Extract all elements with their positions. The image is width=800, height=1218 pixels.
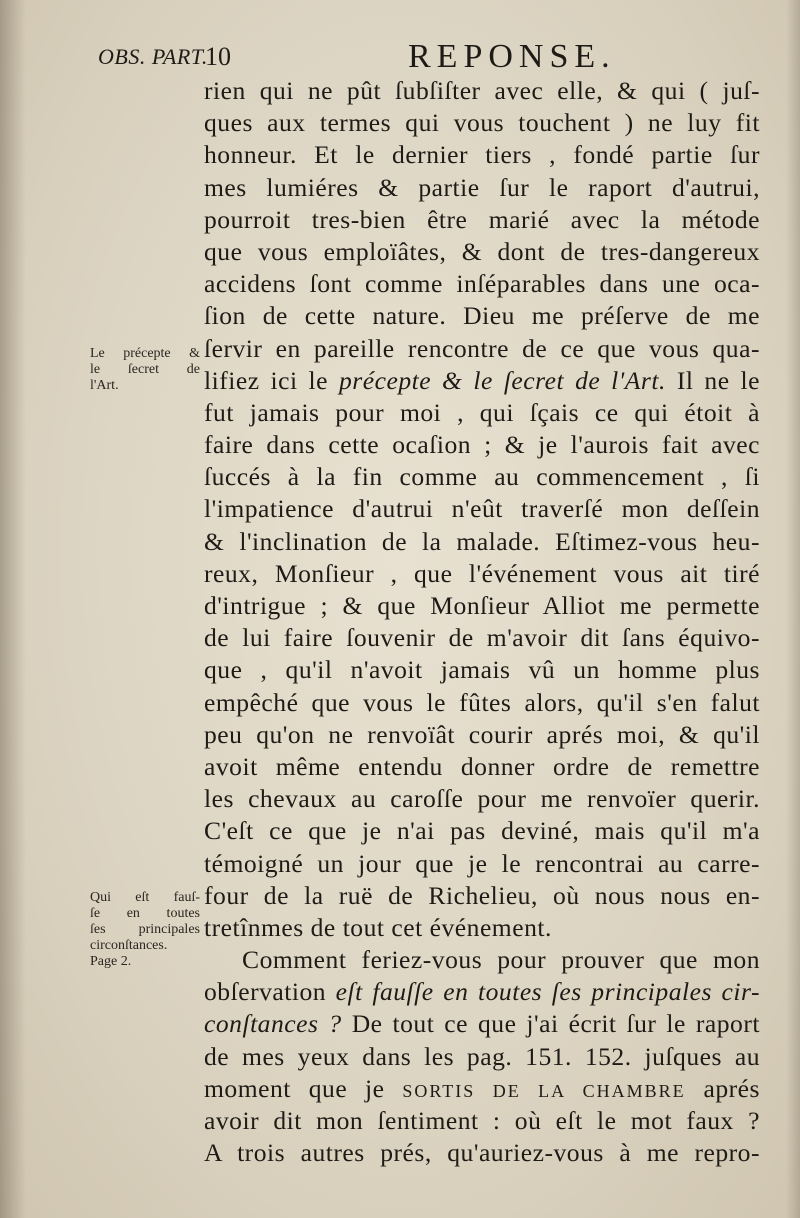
text-run: moment que je xyxy=(204,1073,403,1103)
text-line: de mes yeux dans les pag. 151. 152. juſques au xyxy=(204,1041,760,1071)
text-line: témoigné un jour que je le rencontrai au carre- xyxy=(204,848,760,878)
italic-phrase: conſtances ? xyxy=(204,1009,342,1039)
text-line: reux, Monſieur , que l'événement vous ait tiré xyxy=(204,558,760,588)
text-line: ſervir en pareille rencontre de ce que vous qua- xyxy=(204,333,760,363)
margin-note-line: l'Art. xyxy=(90,378,119,393)
page-edge-shadow xyxy=(786,0,800,1218)
text-run: aprés xyxy=(685,1073,761,1103)
margin-note-precepte xyxy=(90,346,200,394)
text-line: ſion de cette nature. Dieu me préſerve de me xyxy=(204,301,760,331)
margin-note-line: Qui eſt fauſ- xyxy=(90,890,200,905)
text-line: que vous emploïâtes, & dont de tres-dangereux xyxy=(204,236,760,266)
text-line: accidens ſont comme inſéparables dans une oca- xyxy=(204,269,760,299)
text-line: avoir dit mon ſentiment : où eſt le mot faux ? xyxy=(204,1106,760,1135)
italic-phrase: eſt fauſſe en toutes ſes principales cir- xyxy=(335,977,760,1007)
margin-note-line: circonſtances. xyxy=(90,938,168,953)
text-line: pourroit tres-bien être marié avec la métode xyxy=(204,204,760,234)
text-line: fut jamais pour moi , qui ſçais ce qui étoit à xyxy=(204,397,760,427)
text-line: les chevaux au caroſſe pour me renvoïer querir. xyxy=(204,784,760,814)
text-line-sortis xyxy=(204,1073,760,1105)
text-line: ſuccés à la fin comme au commencement , ſi xyxy=(204,462,760,492)
text-line: d'intrigue ; & que Monſieur Alliot me permette xyxy=(204,591,760,620)
text-line: & l'inclination de la malade. Eſtimez-vous heu- xyxy=(204,526,760,556)
text-line: four de la ruë de Richelieu, où nous nous en- xyxy=(204,880,760,910)
text-run: obſervation xyxy=(204,977,336,1007)
page-number: 10 xyxy=(205,42,231,71)
text-line-precepte xyxy=(204,365,760,397)
small-caps-phrase: SORTIS DE LA CHAMBRE xyxy=(402,1080,686,1101)
text-line: l'impatience d'autrui n'eût traverſé mon deſſein xyxy=(204,494,760,524)
running-head-left: OBS. PART. xyxy=(98,44,208,69)
text-run: Il ne le xyxy=(665,365,760,395)
text-line: empêché que vous le fûtes alors, qu'il s'en falut xyxy=(204,687,760,717)
text-line: faire dans cette ocaſion ; & je l'aurois fait avec xyxy=(204,430,760,460)
text-line: de lui faire ſouvenir de m'avoir dit ſans équivo- xyxy=(204,623,760,653)
text-line: C'eſt ce que je n'ai pas deviné, mais qu'il m'a xyxy=(204,816,760,846)
margin-note-line: le ſecret de xyxy=(90,362,200,377)
text-line-observation xyxy=(204,976,760,1008)
text-run: lifiez ici le xyxy=(204,365,339,395)
text-line: avoit même entendu donner ordre de remettre xyxy=(204,751,760,781)
text-line: ques aux termes qui vous touchent ) ne luy fit xyxy=(204,108,760,138)
text-line: A trois autres prés, qu'auriez-vous à me repro- xyxy=(204,1138,760,1168)
text-run: De tout ce que j'ai écrit ſur le raport xyxy=(341,1009,760,1039)
text-line: honneur. Et le dernier tiers , fondé partie ſur xyxy=(204,140,760,170)
margin-note-fausse xyxy=(90,890,200,970)
text-line-para2: Comment feriez-vous pour prouver que mon xyxy=(242,945,760,975)
italic-phrase: précepte & le ſecret de l'Art. xyxy=(338,365,666,395)
running-title: REPONSE. xyxy=(408,38,616,75)
margin-note-line: ſe en toutes xyxy=(90,906,200,921)
margin-note-line: ſes principales xyxy=(90,922,200,937)
margin-note-line: Page 2. xyxy=(90,954,132,969)
text-line: que , qu'il n'avoit jamais vû un homme plus xyxy=(204,655,760,685)
text-line: mes lumiéres & partie ſur le raport d'autrui, xyxy=(204,172,760,202)
text-line: tretînmes de tout cet événement. xyxy=(204,912,552,942)
margin-note-line: Le précepte & xyxy=(90,346,200,361)
spine-shadow xyxy=(0,0,26,1218)
text-line: rien qui ne pût ſubſiſter avec elle, & qui ( juſ- xyxy=(204,76,760,105)
text-line-circonstances xyxy=(204,1008,760,1040)
text-line: peu qu'on ne renvoïât courir aprés moi, & qu'il xyxy=(204,719,760,749)
body-text xyxy=(204,75,760,1169)
